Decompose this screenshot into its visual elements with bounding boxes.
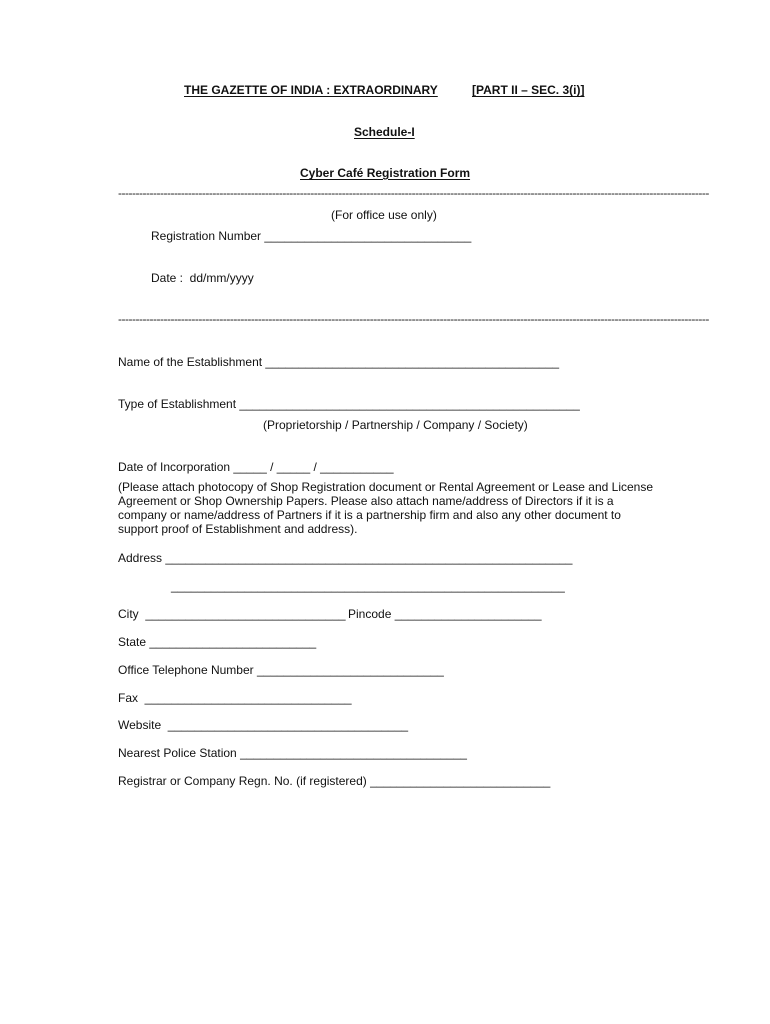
address-field[interactable]: Address _____________________________________________________________ [118,551,573,565]
separator-top: ------------------------------------------------------------------------------------------------------------------------------------------------------------------------- [118,186,709,200]
website-field[interactable]: Website ____________________________________ [118,718,409,732]
gazette-part: [PART II – SEC. 3(i)] [472,83,585,97]
establishment-type-field[interactable]: Type of Establishment ___________________________________________________ [118,397,580,411]
separator-bottom: ------------------------------------------------------------------------------------------------------------------------------------------------------------------------- [118,312,709,326]
date-field[interactable]: Date : dd/mm/yyyy [151,271,254,285]
form-title: Cyber Café Registration Form [300,166,471,180]
police-station-field[interactable]: Nearest Police Station __________________________________ [118,746,467,760]
address-line2-field[interactable]: ___________________________________________________________ [171,579,565,593]
establishment-type-options: (Proprietorship / Partnership / Company / Society) [263,418,528,432]
attachment-note: (Please attach photocopy of Shop Registration document or Rental Agreement or Lease and License Agreement or Shop Ownership Papers. Please also attach name/address of Directors if it is a company or name/address of Partners if it is a partnership firm and also any other document to support proof of Establishment and address). [118,480,654,536]
registration-number-field[interactable]: Registration Number _______________________________ [151,229,472,243]
office-use-heading: (For office use only) [331,208,437,222]
fax-field[interactable]: Fax _______________________________ [118,691,352,705]
city-field[interactable]: City ______________________________ [118,607,346,621]
gazette-title: THE GAZETTE OF INDIA : EXTRAORDINARY [184,83,438,97]
schedule-heading: Schedule-I [354,125,415,139]
pincode-field[interactable]: Pincode ______________________ [348,607,542,621]
office-telephone-field[interactable]: Office Telephone Number ____________________________ [118,663,444,677]
company-regn-field[interactable]: Registrar or Company Regn. No. (if registered) ___________________________ [118,774,551,788]
state-field[interactable]: State _________________________ [118,635,317,649]
incorporation-date-field[interactable]: Date of Incorporation _____ / _____ / ___________ [118,460,394,474]
establishment-name-field[interactable]: Name of the Establishment ____________________________________________ [118,355,560,369]
